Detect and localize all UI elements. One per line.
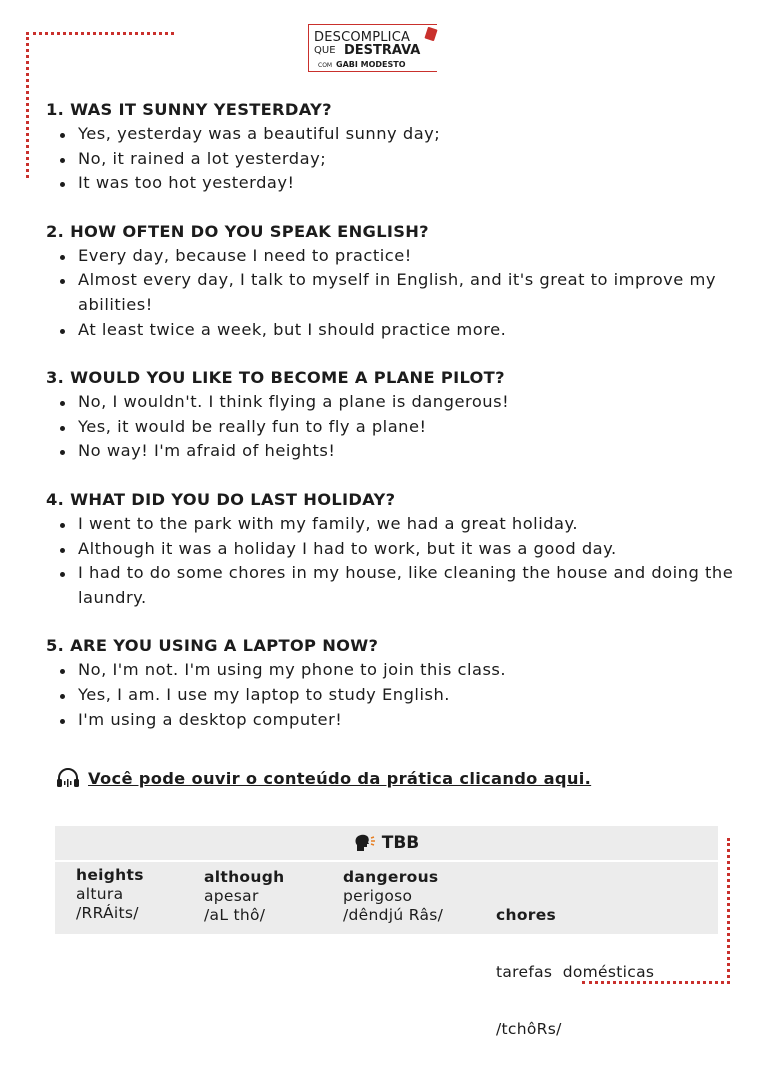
answer-item: I'm using a desktop computer! bbox=[46, 708, 736, 733]
logo-line-3-small: COM bbox=[318, 62, 333, 69]
brand-logo bbox=[308, 24, 438, 72]
question-title: 5. ARE YOU USING A LAPTOP NOW? bbox=[46, 636, 379, 656]
question-title: 3. WOULD YOU LIKE TO BECOME A PLANE PILOT? bbox=[46, 368, 505, 388]
vocab-entry-chores bbox=[496, 868, 654, 1077]
vocab-pronunciation: /dêndjú Râs/ bbox=[343, 906, 444, 924]
answer-item: No way! I'm afraid of heights! bbox=[46, 439, 736, 464]
answer-item: No, I'm not. I'm using my phone to join this class. bbox=[46, 658, 736, 683]
answer-list bbox=[46, 244, 736, 342]
vocab-word: chores bbox=[496, 906, 557, 924]
headphones-icon bbox=[56, 768, 80, 788]
vocab-entry-heights bbox=[76, 866, 144, 923]
vocab-word: heights bbox=[76, 866, 144, 884]
vocab-pronunciation: /RRÁits/ bbox=[76, 904, 139, 922]
vocab-translation: tarefas domésticas bbox=[496, 963, 655, 981]
answer-item: No, it rained a lot yesterday; bbox=[46, 147, 736, 172]
question-section-5 bbox=[46, 634, 736, 732]
answer-list bbox=[46, 512, 736, 610]
logo-line-2-small: QUE bbox=[314, 45, 336, 56]
question-section-3 bbox=[46, 366, 736, 464]
logo-line-3-bold: GABI MODESTO bbox=[336, 60, 406, 69]
answer-item: Although it was a holiday I had to work, but it was a good day. bbox=[46, 537, 736, 562]
tbb-title: TBB bbox=[381, 833, 420, 853]
tbb-vocabulary-panel bbox=[55, 826, 718, 1038]
vocab-translation: altura bbox=[76, 885, 124, 903]
question-section-4 bbox=[46, 488, 736, 610]
answer-item: I went to the park with my family, we had a great holiday. bbox=[46, 512, 736, 537]
listen-audio-link[interactable]: Você pode ouvir o conteúdo da prática clicando aqui. bbox=[88, 768, 592, 788]
answer-item: Yes, I am. I use my laptop to study English. bbox=[46, 683, 736, 708]
vocab-entry-dangerous bbox=[343, 868, 443, 925]
vocab-word: although bbox=[204, 868, 285, 886]
listen-row bbox=[56, 768, 591, 788]
question-title: 4. WHAT DID YOU DO LAST HOLIDAY? bbox=[46, 489, 396, 509]
speaking-head-icon bbox=[354, 833, 376, 853]
answer-item: At least twice a week, but I should practice more. bbox=[46, 318, 736, 343]
answer-item: No, I wouldn't. I think flying a plane is dangerous! bbox=[46, 390, 736, 415]
decorative-dotted-border-left bbox=[26, 32, 29, 178]
answer-list bbox=[46, 658, 736, 732]
vocab-entry-although bbox=[204, 868, 284, 925]
questions-content bbox=[46, 98, 736, 756]
answer-item: Yes, it would be really fun to fly a plane! bbox=[46, 415, 736, 440]
vocab-word: dangerous bbox=[343, 868, 439, 886]
logo-line-1: DESCOMPLICA bbox=[314, 30, 411, 45]
tbb-divider bbox=[55, 860, 718, 862]
answer-item: I had to do some chores in my house, like cleaning the house and doing the laundry. bbox=[46, 561, 736, 610]
decorative-dotted-border-right bbox=[727, 838, 730, 984]
logo-line-2-bold: DESTRAVA bbox=[344, 43, 421, 58]
question-section-1 bbox=[46, 98, 736, 196]
question-section-2 bbox=[46, 220, 736, 342]
tbb-header bbox=[55, 826, 718, 860]
decorative-dotted-border-top bbox=[26, 32, 174, 35]
answer-list bbox=[46, 122, 736, 196]
answer-item: Every day, because I need to practice! bbox=[46, 244, 736, 269]
answer-item: Yes, yesterday was a beautiful sunny day; bbox=[46, 122, 736, 147]
question-title: 2. HOW OFTEN DO YOU SPEAK ENGLISH? bbox=[46, 221, 429, 241]
vocab-translation: apesar bbox=[204, 887, 259, 905]
question-title: 1. WAS IT SUNNY YESTERDAY? bbox=[46, 100, 332, 119]
vocab-translation: perigoso bbox=[343, 887, 413, 905]
answer-item: It was too hot yesterday! bbox=[46, 171, 736, 196]
answer-list bbox=[46, 390, 736, 464]
answer-item: Almost every day, I talk to myself in English, and it's great to improve my abilities! bbox=[46, 268, 736, 317]
vocab-pronunciation: /tchôRs/ bbox=[496, 1020, 562, 1038]
vocab-pronunciation: /aL thô/ bbox=[204, 906, 266, 924]
